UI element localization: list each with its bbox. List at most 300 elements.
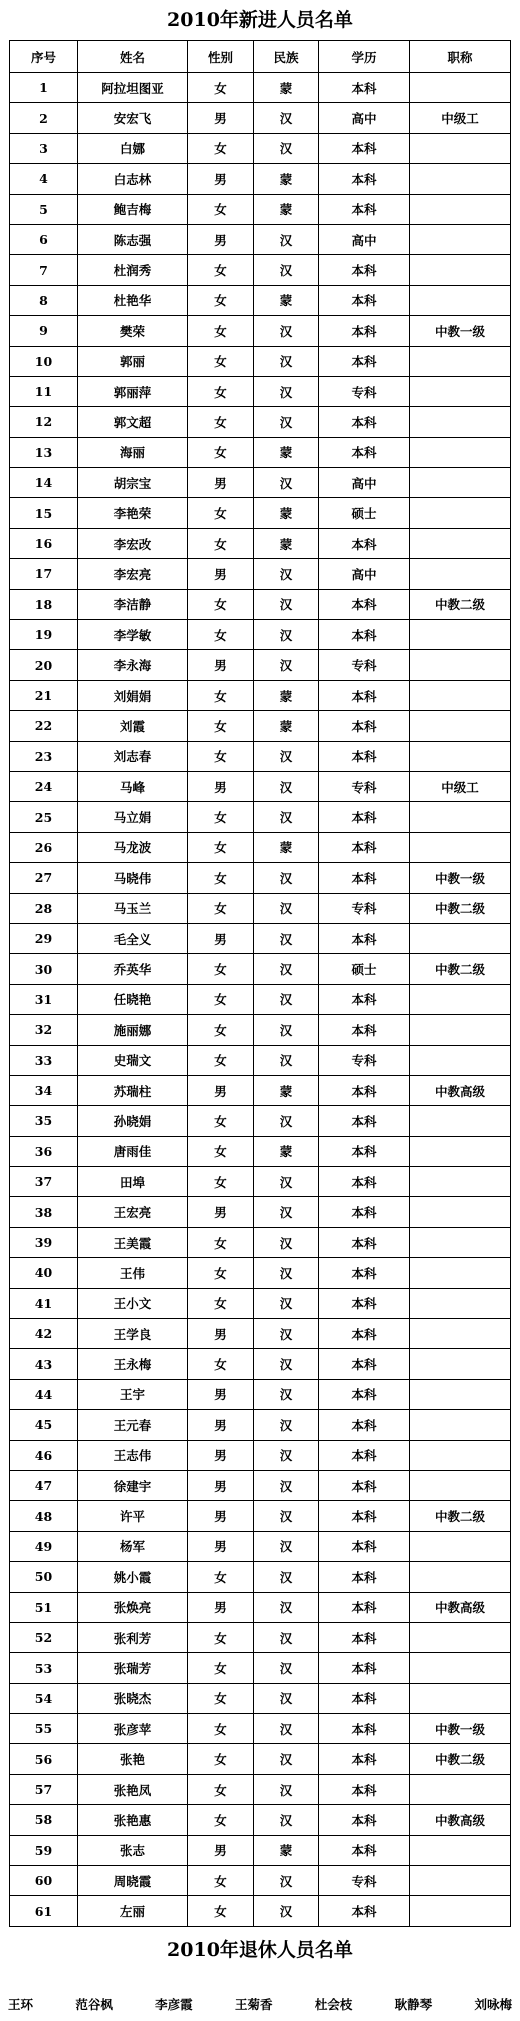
- cell-education: 本科: [319, 923, 410, 953]
- column-header-education: 学历: [319, 41, 410, 73]
- cell-education: 本科: [319, 1410, 410, 1440]
- cell-education: 本科: [319, 164, 410, 194]
- cell-education: 本科: [319, 407, 410, 437]
- table-row: [10, 407, 511, 437]
- cell-ethnicity: 汉: [254, 1349, 319, 1379]
- cell-ethnicity: 蒙: [254, 528, 319, 558]
- cell-gender: 男: [188, 1440, 254, 1470]
- cell-gender: 女: [188, 1683, 254, 1713]
- cell-education: 本科: [319, 194, 410, 224]
- cell-title: [410, 680, 511, 710]
- cell-gender: 女: [188, 1227, 254, 1257]
- cell-title: [410, 741, 511, 771]
- cell-index: 58: [10, 1805, 78, 1835]
- cell-name: 史瑞文: [78, 1045, 188, 1075]
- cell-name: 李学敏: [78, 620, 188, 650]
- table-row: [10, 1470, 511, 1500]
- cell-gender: 女: [188, 863, 254, 893]
- cell-gender: 女: [188, 832, 254, 862]
- cell-title: [410, 1653, 511, 1683]
- cell-gender: 女: [188, 255, 254, 285]
- cell-ethnicity: 蒙: [254, 164, 319, 194]
- cell-education: 本科: [319, 1197, 410, 1227]
- table-row: [10, 1379, 511, 1409]
- cell-gender: 男: [188, 1501, 254, 1531]
- cell-title: [410, 1258, 511, 1288]
- cell-name: 刘志春: [78, 741, 188, 771]
- cell-title: 中教二级: [410, 1744, 511, 1774]
- cell-title: [410, 620, 511, 650]
- cell-title: 中教二级: [410, 1501, 511, 1531]
- cell-gender: 男: [188, 1835, 254, 1865]
- cell-name: 王小文: [78, 1288, 188, 1318]
- retiree-name: 王环: [8, 1997, 34, 2012]
- cell-title: 中教一级: [410, 316, 511, 346]
- cell-gender: 男: [188, 224, 254, 254]
- table-row: [10, 1258, 511, 1288]
- cell-name: 徐建宇: [78, 1470, 188, 1500]
- cell-education: 本科: [319, 1896, 410, 1926]
- cell-title: [410, 468, 511, 498]
- cell-index: 18: [10, 589, 78, 619]
- table-row: [10, 559, 511, 589]
- cell-name: 李宏亮: [78, 559, 188, 589]
- cell-title: [410, 73, 511, 103]
- cell-title: [410, 224, 511, 254]
- cell-index: 28: [10, 893, 78, 923]
- cell-title: [410, 1045, 511, 1075]
- table-row: [10, 1683, 511, 1713]
- cell-name: 周晓霞: [78, 1866, 188, 1896]
- cell-gender: 女: [188, 1167, 254, 1197]
- cell-ethnicity: 汉: [254, 1744, 319, 1774]
- cell-ethnicity: 汉: [254, 1106, 319, 1136]
- cell-gender: 男: [188, 164, 254, 194]
- table-row: [10, 1410, 511, 1440]
- cell-index: 3: [10, 133, 78, 163]
- cell-name: 郭丽萍: [78, 376, 188, 406]
- cell-gender: 女: [188, 589, 254, 619]
- retirees-list: [0, 1993, 520, 2015]
- cell-name: 杜艳华: [78, 285, 188, 315]
- column-header-name: 姓名: [78, 41, 188, 73]
- cell-education: 硕士: [319, 954, 410, 984]
- cell-title: [410, 285, 511, 315]
- cell-education: 本科: [319, 1258, 410, 1288]
- cell-ethnicity: 汉: [254, 1896, 319, 1926]
- cell-ethnicity: 汉: [254, 1167, 319, 1197]
- cell-gender: 女: [188, 407, 254, 437]
- cell-index: 26: [10, 832, 78, 862]
- cell-gender: 女: [188, 1015, 254, 1045]
- cell-name: 田埠: [78, 1167, 188, 1197]
- cell-index: 24: [10, 771, 78, 801]
- table-row: [10, 1227, 511, 1257]
- new-hires-table: [9, 40, 511, 1927]
- cell-ethnicity: 汉: [254, 1379, 319, 1409]
- cell-index: 21: [10, 680, 78, 710]
- cell-name: 张艳凤: [78, 1774, 188, 1804]
- cell-ethnicity: 汉: [254, 1227, 319, 1257]
- cell-gender: 女: [188, 741, 254, 771]
- cell-ethnicity: 汉: [254, 1288, 319, 1318]
- cell-gender: 女: [188, 1349, 254, 1379]
- table-row: [10, 468, 511, 498]
- cell-index: 23: [10, 741, 78, 771]
- cell-index: 13: [10, 437, 78, 467]
- cell-name: 王美霞: [78, 1227, 188, 1257]
- table-row: [10, 771, 511, 801]
- cell-title: [410, 133, 511, 163]
- cell-index: 48: [10, 1501, 78, 1531]
- cell-gender: 女: [188, 984, 254, 1014]
- cell-index: 37: [10, 1167, 78, 1197]
- cell-title: [410, 984, 511, 1014]
- cell-index: 29: [10, 923, 78, 953]
- table-row: [10, 498, 511, 528]
- cell-education: 本科: [319, 1774, 410, 1804]
- cell-index: 31: [10, 984, 78, 1014]
- cell-education: 本科: [319, 1653, 410, 1683]
- cell-title: [410, 437, 511, 467]
- cell-index: 27: [10, 863, 78, 893]
- cell-education: 本科: [319, 1136, 410, 1166]
- table-row: [10, 1501, 511, 1531]
- cell-ethnicity: 汉: [254, 1653, 319, 1683]
- cell-gender: 男: [188, 1379, 254, 1409]
- cell-index: 36: [10, 1136, 78, 1166]
- retiree-name: 李彦霞: [155, 1997, 193, 2012]
- table-row: [10, 1045, 511, 1075]
- cell-index: 54: [10, 1683, 78, 1713]
- cell-ethnicity: 汉: [254, 802, 319, 832]
- cell-title: [410, 376, 511, 406]
- cell-gender: 女: [188, 1106, 254, 1136]
- cell-ethnicity: 汉: [254, 1470, 319, 1500]
- cell-education: 专科: [319, 771, 410, 801]
- cell-index: 57: [10, 1774, 78, 1804]
- table-header-row: [10, 41, 511, 73]
- table-row: [10, 1653, 511, 1683]
- cell-index: 2: [10, 103, 78, 133]
- cell-gender: 男: [188, 1531, 254, 1561]
- table-row: [10, 650, 511, 680]
- cell-ethnicity: 汉: [254, 1714, 319, 1744]
- cell-name: 任晓艳: [78, 984, 188, 1014]
- cell-education: 本科: [319, 1562, 410, 1592]
- cell-title: 中教二级: [410, 954, 511, 984]
- cell-name: 施丽娜: [78, 1015, 188, 1045]
- table-row: [10, 437, 511, 467]
- cell-ethnicity: 汉: [254, 1501, 319, 1531]
- cell-title: 中教一级: [410, 863, 511, 893]
- cell-index: 56: [10, 1744, 78, 1774]
- cell-title: [410, 1866, 511, 1896]
- cell-gender: 女: [188, 1622, 254, 1652]
- cell-index: 46: [10, 1440, 78, 1470]
- cell-title: [410, 528, 511, 558]
- table-row: [10, 255, 511, 285]
- column-header-index: 序号: [10, 41, 78, 73]
- cell-education: 本科: [319, 620, 410, 650]
- cell-gender: 女: [188, 1866, 254, 1896]
- cell-gender: 女: [188, 1774, 254, 1804]
- cell-gender: 女: [188, 1136, 254, 1166]
- cell-education: 专科: [319, 1045, 410, 1075]
- table-row: [10, 164, 511, 194]
- cell-name: 毛全义: [78, 923, 188, 953]
- cell-index: 14: [10, 468, 78, 498]
- cell-ethnicity: 汉: [254, 103, 319, 133]
- table-row: [10, 1714, 511, 1744]
- table-row: [10, 1075, 511, 1105]
- cell-ethnicity: 汉: [254, 346, 319, 376]
- cell-index: 9: [10, 316, 78, 346]
- cell-index: 10: [10, 346, 78, 376]
- cell-name: 张晓杰: [78, 1683, 188, 1713]
- cell-education: 本科: [319, 316, 410, 346]
- cell-title: [410, 711, 511, 741]
- cell-name: 郭丽: [78, 346, 188, 376]
- table-row: [10, 1866, 511, 1896]
- cell-gender: 男: [188, 559, 254, 589]
- cell-ethnicity: 汉: [254, 407, 319, 437]
- table-row: [10, 1106, 511, 1136]
- cell-education: 本科: [319, 1744, 410, 1774]
- column-header-ethnicity: 民族: [254, 41, 319, 73]
- cell-title: [410, 1683, 511, 1713]
- table-row: [10, 680, 511, 710]
- cell-education: 本科: [319, 346, 410, 376]
- cell-index: 15: [10, 498, 78, 528]
- cell-title: [410, 1531, 511, 1561]
- cell-index: 6: [10, 224, 78, 254]
- cell-title: [410, 1835, 511, 1865]
- cell-index: 8: [10, 285, 78, 315]
- cell-education: 高中: [319, 224, 410, 254]
- cell-name: 张利芳: [78, 1622, 188, 1652]
- cell-gender: 男: [188, 1410, 254, 1440]
- cell-name: 唐雨佳: [78, 1136, 188, 1166]
- table-row: [10, 1622, 511, 1652]
- cell-title: [410, 194, 511, 224]
- cell-ethnicity: 汉: [254, 1683, 319, 1713]
- cell-index: 49: [10, 1531, 78, 1561]
- table-row: [10, 1744, 511, 1774]
- table-row: [10, 1440, 511, 1470]
- table-row: [10, 1167, 511, 1197]
- cell-education: 本科: [319, 1106, 410, 1136]
- table-row: [10, 1896, 511, 1926]
- cell-title: [410, 1197, 511, 1227]
- cell-education: 本科: [319, 1075, 410, 1105]
- cell-index: 34: [10, 1075, 78, 1105]
- table-row: [10, 1562, 511, 1592]
- cell-name: 马晓伟: [78, 863, 188, 893]
- table-row: [10, 984, 511, 1014]
- new-hires-table-body: [10, 73, 511, 1927]
- cell-index: 32: [10, 1015, 78, 1045]
- cell-gender: 女: [188, 194, 254, 224]
- table-row: [10, 1774, 511, 1804]
- cell-name: 李永海: [78, 650, 188, 680]
- cell-index: 45: [10, 1410, 78, 1440]
- cell-title: [410, 1774, 511, 1804]
- cell-gender: 男: [188, 923, 254, 953]
- cell-index: 25: [10, 802, 78, 832]
- cell-gender: 女: [188, 346, 254, 376]
- table-row: [10, 103, 511, 133]
- cell-index: 4: [10, 164, 78, 194]
- cell-name: 王永梅: [78, 1349, 188, 1379]
- cell-ethnicity: 蒙: [254, 711, 319, 741]
- cell-name: 张瑞芳: [78, 1653, 188, 1683]
- cell-index: 60: [10, 1866, 78, 1896]
- cell-gender: 女: [188, 1562, 254, 1592]
- cell-ethnicity: 汉: [254, 1592, 319, 1622]
- cell-title: [410, 1288, 511, 1318]
- cell-ethnicity: 汉: [254, 1805, 319, 1835]
- cell-index: 61: [10, 1896, 78, 1926]
- cell-title: 中教高级: [410, 1805, 511, 1835]
- cell-gender: 男: [188, 1592, 254, 1622]
- cell-name: 郭文超: [78, 407, 188, 437]
- cell-title: [410, 498, 511, 528]
- table-row: [10, 194, 511, 224]
- cell-gender: 女: [188, 802, 254, 832]
- table-row: [10, 893, 511, 923]
- table-row: [10, 376, 511, 406]
- cell-ethnicity: 汉: [254, 650, 319, 680]
- cell-education: 本科: [319, 1683, 410, 1713]
- cell-education: 本科: [319, 255, 410, 285]
- cell-education: 本科: [319, 133, 410, 163]
- cell-education: 专科: [319, 650, 410, 680]
- cell-ethnicity: 汉: [254, 1319, 319, 1349]
- cell-education: 本科: [319, 1835, 410, 1865]
- column-header-gender: 性别: [188, 41, 254, 73]
- cell-ethnicity: 蒙: [254, 73, 319, 103]
- cell-education: 本科: [319, 1805, 410, 1835]
- cell-ethnicity: 汉: [254, 863, 319, 893]
- cell-ethnicity: 汉: [254, 224, 319, 254]
- cell-education: 本科: [319, 589, 410, 619]
- cell-gender: 男: [188, 1319, 254, 1349]
- table-row: [10, 285, 511, 315]
- retirees-title: 2010年退休人员名单: [167, 1939, 353, 1961]
- cell-name: 鲍吉梅: [78, 194, 188, 224]
- table-row: [10, 711, 511, 741]
- cell-ethnicity: 汉: [254, 1562, 319, 1592]
- cell-index: 11: [10, 376, 78, 406]
- cell-gender: 女: [188, 1896, 254, 1926]
- cell-education: 本科: [319, 1714, 410, 1744]
- cell-ethnicity: 汉: [254, 133, 319, 163]
- cell-name: 胡宗宝: [78, 468, 188, 498]
- cell-index: 55: [10, 1714, 78, 1744]
- cell-gender: 男: [188, 771, 254, 801]
- cell-ethnicity: 蒙: [254, 680, 319, 710]
- cell-ethnicity: 汉: [254, 255, 319, 285]
- table-row: [10, 1531, 511, 1561]
- table-row: [10, 863, 511, 893]
- cell-title: [410, 1622, 511, 1652]
- cell-education: 本科: [319, 1319, 410, 1349]
- table-row: [10, 832, 511, 862]
- cell-title: [410, 1319, 511, 1349]
- cell-title: [410, 1136, 511, 1166]
- cell-gender: 女: [188, 711, 254, 741]
- cell-title: [410, 1562, 511, 1592]
- cell-ethnicity: 汉: [254, 1258, 319, 1288]
- table-row: [10, 528, 511, 558]
- cell-name: 王志伟: [78, 1440, 188, 1470]
- cell-name: 王学良: [78, 1319, 188, 1349]
- cell-ethnicity: 汉: [254, 984, 319, 1014]
- cell-education: 高中: [319, 468, 410, 498]
- cell-education: 专科: [319, 893, 410, 923]
- cell-title: [410, 1440, 511, 1470]
- table-row: [10, 1592, 511, 1622]
- cell-ethnicity: 蒙: [254, 498, 319, 528]
- cell-ethnicity: 汉: [254, 1045, 319, 1075]
- cell-index: 50: [10, 1562, 78, 1592]
- cell-title: [410, 559, 511, 589]
- cell-education: 本科: [319, 1379, 410, 1409]
- cell-title: [410, 164, 511, 194]
- table-row: [10, 224, 511, 254]
- cell-gender: 女: [188, 680, 254, 710]
- retiree-name: 王菊香: [234, 1997, 273, 2012]
- table-row: [10, 1349, 511, 1379]
- cell-name: 张焕亮: [78, 1592, 188, 1622]
- cell-name: 许平: [78, 1501, 188, 1531]
- cell-gender: 女: [188, 376, 254, 406]
- cell-title: [410, 346, 511, 376]
- cell-name: 马龙波: [78, 832, 188, 862]
- cell-ethnicity: 汉: [254, 923, 319, 953]
- cell-title: [410, 802, 511, 832]
- cell-name: 阿拉坦图亚: [78, 73, 188, 103]
- cell-name: 马玉兰: [78, 893, 188, 923]
- cell-education: 本科: [319, 1531, 410, 1561]
- cell-name: 王元春: [78, 1410, 188, 1440]
- cell-index: 30: [10, 954, 78, 984]
- table-row: [10, 1835, 511, 1865]
- cell-ethnicity: 汉: [254, 1866, 319, 1896]
- cell-index: 43: [10, 1349, 78, 1379]
- cell-education: 本科: [319, 1288, 410, 1318]
- cell-education: 本科: [319, 73, 410, 103]
- cell-title: [410, 1470, 511, 1500]
- cell-name: 王宏亮: [78, 1197, 188, 1227]
- cell-ethnicity: 蒙: [254, 1136, 319, 1166]
- cell-education: 本科: [319, 1167, 410, 1197]
- cell-ethnicity: 蒙: [254, 1075, 319, 1105]
- cell-index: 35: [10, 1106, 78, 1136]
- table-row: [10, 954, 511, 984]
- cell-ethnicity: 蒙: [254, 1835, 319, 1865]
- cell-gender: 女: [188, 1805, 254, 1835]
- cell-index: 22: [10, 711, 78, 741]
- cell-name: 孙晓娟: [78, 1106, 188, 1136]
- retiree-name: 杜会枝: [314, 1997, 353, 2012]
- cell-name: 马立娟: [78, 802, 188, 832]
- cell-ethnicity: 汉: [254, 1015, 319, 1045]
- cell-index: 51: [10, 1592, 78, 1622]
- cell-index: 33: [10, 1045, 78, 1075]
- cell-education: 本科: [319, 863, 410, 893]
